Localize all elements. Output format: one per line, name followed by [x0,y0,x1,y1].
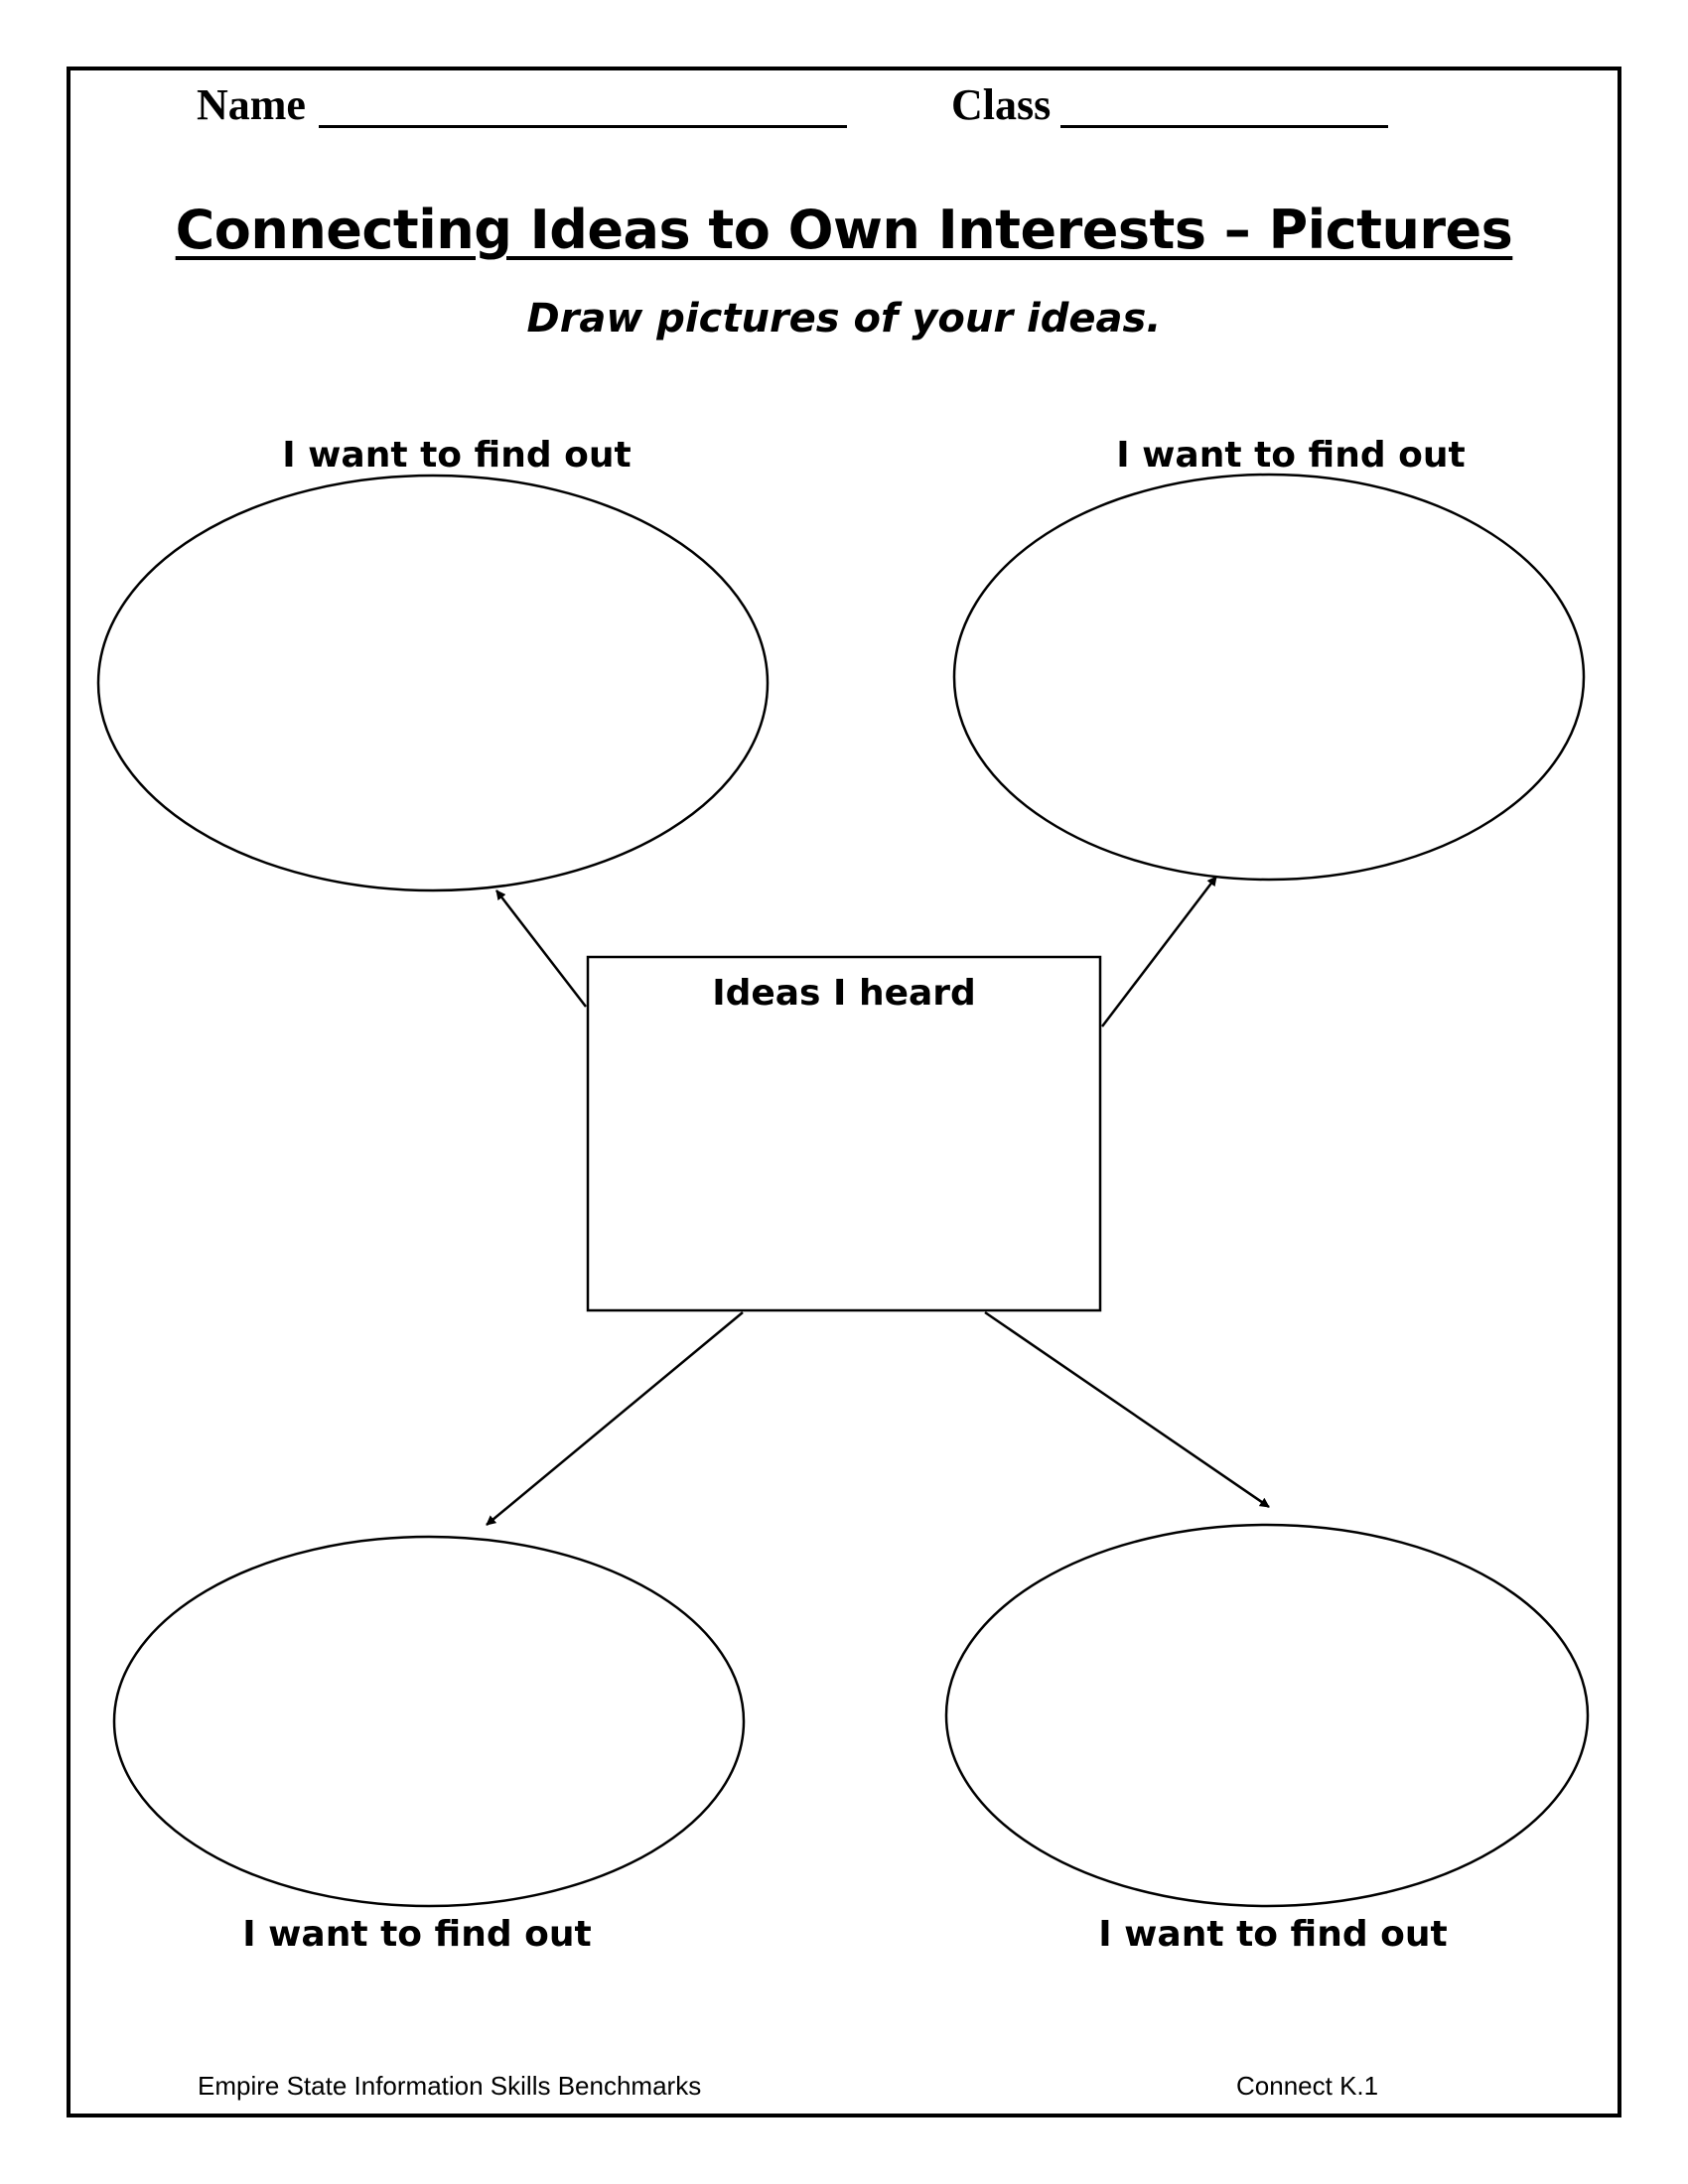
arrow-to-bottom-right [985,1312,1269,1507]
class-label: Class [951,80,1052,129]
oval-label-top-right: I want to find out [1116,435,1466,476]
center-box-label: Ideas I heard [712,973,976,1014]
footer-source: Empire State Information Skills Benchmarks [198,2071,702,2101]
oval-label-top-left: I want to find out [282,435,632,476]
footer-standard-code: Connect K.1 [1236,2071,1379,2101]
name-label: Name [197,80,306,129]
oval-bottom-left[interactable] [114,1537,744,1906]
oval-top-left[interactable] [98,476,768,890]
oval-label-bottom-right: I want to find out [1098,1914,1448,1955]
oval-bottom-right[interactable] [946,1525,1588,1906]
page-title-text: Connecting Ideas to Own Interests – Pictures [175,199,1513,261]
arrow-to-top-left [496,890,586,1007]
oval-top-right[interactable] [954,475,1584,880]
page-subtitle: Draw pictures of your ideas. [526,296,1162,341]
arrow-to-top-right [1102,877,1216,1026]
oval-label-bottom-left: I want to find out [242,1914,592,1955]
arrow-to-bottom-left [487,1312,743,1525]
